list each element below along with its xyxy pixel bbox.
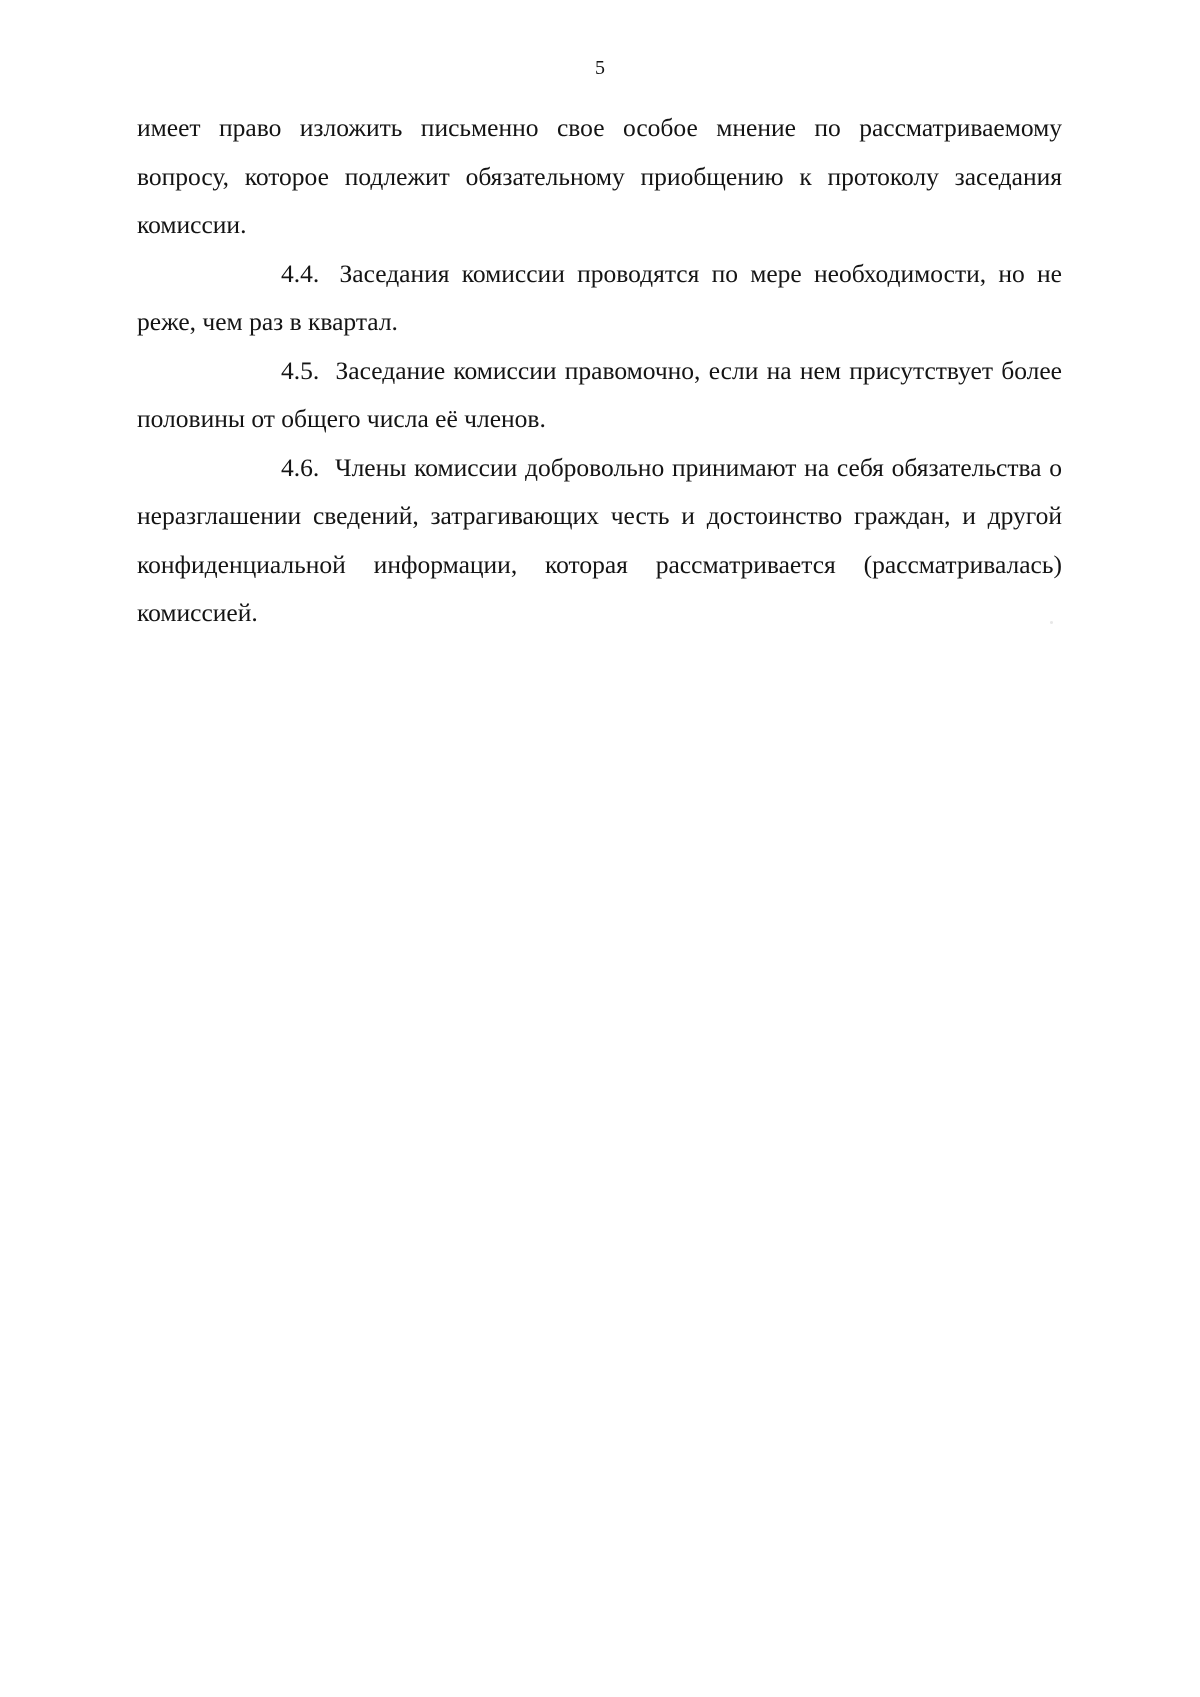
paragraph-text: имеет право изложить письменно свое особое мнение по рассматриваемому вопросу, которое подлежит обязательному приобщению к протоколу заседания комиссии. (137, 113, 1062, 239)
page-number: 5 (595, 57, 605, 79)
paragraph-4-6 (137, 444, 1062, 638)
paragraph-4-4 (137, 250, 1062, 347)
scan-speck (1050, 621, 1053, 624)
paragraph-number: 4.6. (281, 452, 320, 482)
paragraph-continuation (137, 104, 1062, 250)
paragraph-number: 4.4. (281, 258, 320, 288)
paragraph-4-5 (137, 347, 1062, 444)
document-body (137, 104, 1062, 638)
paragraph-text: Члены комиссии добровольно принимают на себя обязательства о неразглашении сведений, затрагивающих честь и достоинство граждан, и другой конфиденциальной информации, которая рассматривается (рассматривалась) комиссией. (137, 452, 1062, 627)
paragraph-number: 4.5. (281, 355, 320, 385)
paragraph-text: Заседания комиссии проводятся по мере необходимости, но не реже, чем раз в квартал. (137, 258, 1062, 336)
paragraph-text: Заседание комиссии правомочно, если на нем присутствует более половины от общего числа её членов. (137, 355, 1062, 433)
